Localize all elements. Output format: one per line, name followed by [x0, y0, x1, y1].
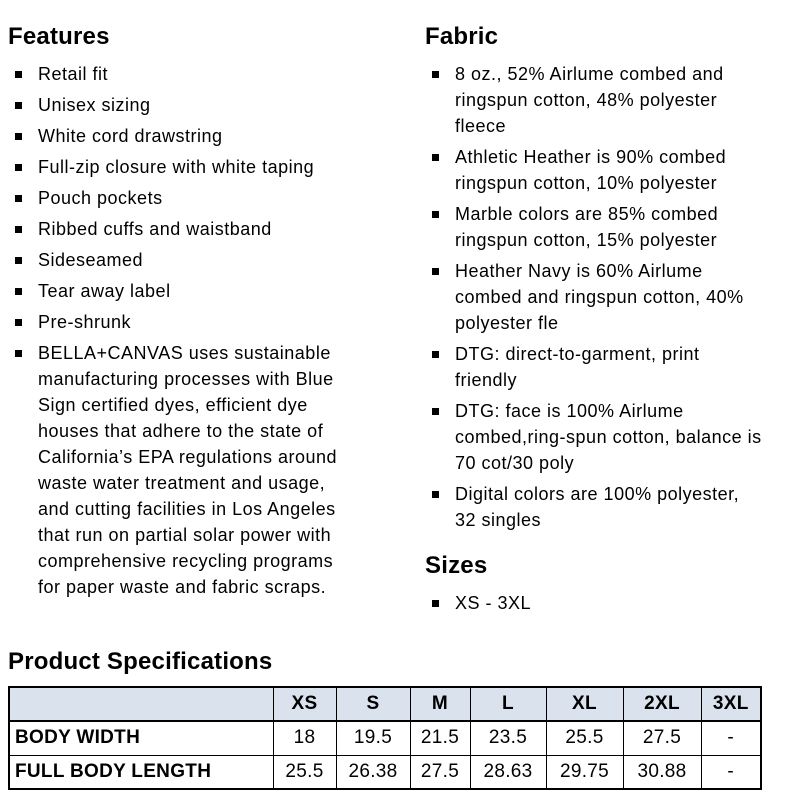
- bullet-square-icon: [432, 351, 439, 358]
- table-cell: -: [701, 755, 761, 789]
- list-item: [8, 92, 346, 118]
- list-item: [425, 258, 764, 336]
- bullet-square-icon: [15, 164, 22, 171]
- list-item-text: Ribbed cuffs and waistband: [38, 219, 272, 239]
- list-item: [425, 144, 764, 196]
- list-item-text: Marble colors are 85% combed ringspun cotton, 15% polyester: [455, 204, 719, 250]
- table-cell: -: [701, 721, 761, 755]
- bullet-square-icon: [15, 102, 22, 109]
- list-item-text: BELLA+CANVAS uses sustainable manufacturing processes with Blue Sign certified dyes, efficient dye houses that adhere to the state of California’s EPA regulations around waste water treatment and usage, and cutting facilities in Los Angeles that run on partial solar power with comprehensive recycling programs for paper waste and fabric scraps.: [38, 343, 338, 597]
- table-cell: 23.5: [470, 721, 546, 755]
- list-item-text: Pre-shrunk: [38, 312, 132, 332]
- table-column-header-l: L: [470, 687, 546, 721]
- bullet-square-icon: [15, 257, 22, 264]
- list-item: [425, 341, 764, 393]
- sizes-list: [425, 590, 785, 616]
- features-section: [8, 22, 425, 605]
- table-cell: 25.5: [546, 721, 623, 755]
- table-row-body-width: [9, 721, 761, 755]
- list-item: [8, 340, 346, 600]
- sizes-heading: Sizes: [425, 552, 488, 579]
- list-item-text: DTG: face is 100% Airlume combed,ring-spun cotton, balance is 70 cot/30 poly: [455, 401, 762, 473]
- list-item-text: Athletic Heather is 90% combed ringspun cotton, 10% polyester: [455, 147, 727, 193]
- bullet-square-icon: [15, 350, 22, 357]
- table-cell: 25.5: [273, 755, 336, 789]
- table-cell: 19.5: [336, 721, 410, 755]
- list-item-text: XS - 3XL: [455, 593, 532, 613]
- list-item: [8, 247, 346, 273]
- list-item: [425, 590, 764, 616]
- list-item-text: Heather Navy is 60% Airlume combed and ringspun cotton, 40% polyester fle: [455, 261, 744, 333]
- table-column-header-xl: XL: [546, 687, 623, 721]
- table-row-label: BODY WIDTH: [9, 721, 273, 755]
- table-column-header-2xl: 2XL: [623, 687, 701, 721]
- table-column-header-m: M: [410, 687, 470, 721]
- table-cell: 28.63: [470, 755, 546, 789]
- list-item-text: DTG: direct-to-garment, print friendly: [455, 344, 700, 390]
- bullet-square-icon: [432, 268, 439, 275]
- table-cell: 26.38: [336, 755, 410, 789]
- list-item-text: White cord drawstring: [38, 126, 223, 146]
- product-specs-table: [8, 686, 762, 790]
- table-column-header-xs: XS: [273, 687, 336, 721]
- bullet-square-icon: [432, 71, 439, 78]
- bullet-square-icon: [15, 226, 22, 233]
- list-item: [425, 201, 764, 253]
- features-heading: Features: [8, 23, 110, 50]
- table-cell: 18: [273, 721, 336, 755]
- table-row-full-body-length: [9, 755, 761, 789]
- fabric-list: [425, 61, 785, 533]
- bullet-square-icon: [15, 71, 22, 78]
- list-item: [8, 154, 346, 180]
- product-specifications-heading: Product Specifications: [8, 648, 273, 675]
- bullet-square-icon: [432, 408, 439, 415]
- table-cell: 27.5: [623, 721, 701, 755]
- list-item: [425, 481, 764, 533]
- bullet-square-icon: [432, 211, 439, 218]
- list-item-text: Full-zip closure with white taping: [38, 157, 315, 177]
- features-list: [8, 61, 425, 600]
- list-item: [8, 216, 346, 242]
- list-item: [425, 61, 764, 139]
- fabric-heading: Fabric: [425, 23, 499, 50]
- product-specifications-section: [8, 647, 798, 790]
- list-item: [8, 185, 346, 211]
- list-item-text: Unisex sizing: [38, 95, 151, 115]
- list-item-text: 8 oz., 52% Airlume combed and ringspun cotton, 48% polyester fleece: [455, 64, 724, 136]
- table-cell: 30.88: [623, 755, 701, 789]
- list-item: [425, 398, 764, 476]
- table-column-header-3xl: 3XL: [701, 687, 761, 721]
- list-item-text: Sideseamed: [38, 250, 144, 270]
- list-item: [8, 123, 346, 149]
- bullet-square-icon: [15, 133, 22, 140]
- bullet-square-icon: [432, 491, 439, 498]
- table-cell: 21.5: [410, 721, 470, 755]
- two-column-layout: [8, 22, 798, 621]
- list-item-text: Retail fit: [38, 64, 109, 84]
- list-item: [8, 61, 346, 87]
- list-item: [8, 278, 346, 304]
- list-item-text: Tear away label: [38, 281, 171, 301]
- fabric-and-sizes-section: [425, 22, 785, 621]
- list-item: [8, 309, 346, 335]
- table-column-header-blank: [9, 687, 273, 721]
- bullet-square-icon: [15, 288, 22, 295]
- list-item-text: Digital colors are 100% polyester, 32 singles: [455, 484, 740, 530]
- table-cell: 29.75: [546, 755, 623, 789]
- bullet-square-icon: [15, 319, 22, 326]
- bullet-square-icon: [15, 195, 22, 202]
- table-header-row: [9, 687, 761, 721]
- bullet-square-icon: [432, 600, 439, 607]
- list-item-text: Pouch pockets: [38, 188, 163, 208]
- bullet-square-icon: [432, 154, 439, 161]
- table-column-header-s: S: [336, 687, 410, 721]
- table-row-label: FULL BODY LENGTH: [9, 755, 273, 789]
- table-cell: 27.5: [410, 755, 470, 789]
